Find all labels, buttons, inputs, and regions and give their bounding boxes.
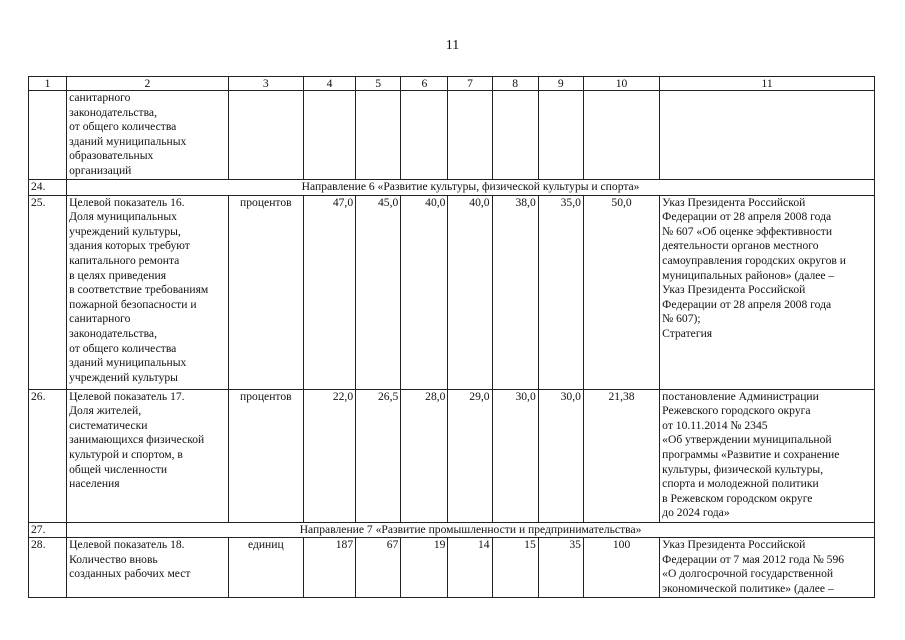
value-cell: 35,0 [538,195,583,389]
value-cell: 47,0 [303,195,355,389]
source-cell: постановление Администрации Режевского городского округа от 10.11.2014 № 2345 «Об утверждении муниципальной программы «Развитие и сохранение культуры, физической культуры, спорта и молодежной политики в Режевском городском округе до 2024 года» [660,389,875,522]
value-cell: 30,0 [538,389,583,522]
value-cell: 14 [448,538,492,597]
source-cell: Указ Президента Российской Федерации от 28 апреля 2008 года № 607 «Об оценке эффективности деятельности органов местного самоуправления городских округов и муниципальных районов» (далее – Указ Президента Российской Федерации от 28 апреля 2008 года № 607); Стратегия [660,195,875,389]
header-row [29,77,875,91]
value-cell: 22,0 [303,389,355,522]
unit-cell: процентов [228,389,303,522]
section-row-24 [29,180,875,196]
value-cell: 187 [303,538,355,597]
header-cell: 7 [448,77,492,91]
row-number-cell: 26. [29,389,67,522]
value-cell: 29,0 [448,389,492,522]
page-number: 11 [445,38,460,53]
value-cell: 30,0 [492,389,538,522]
header-cell: 3 [228,77,303,91]
value-cell: 40,0 [448,195,492,389]
row-number-cell: 24. [29,180,67,196]
header-cell: 9 [538,77,583,91]
value-cell: 40,0 [401,195,448,389]
header-cell: 1 [29,77,67,91]
section-row-27 [29,522,875,538]
table-row-28 [29,538,875,597]
section-title: Направление 6 «Развитие культуры, физической культуры и спорта» [67,180,875,196]
header-cell: 11 [660,77,875,91]
value-cell: 15 [492,538,538,597]
value-cell: 35 [538,538,583,597]
section-title: Направление 7 «Развитие промышленности и предпринимательства» [67,522,875,538]
header-cell: 5 [356,77,401,91]
value-cell: 21,38 [583,389,659,522]
value-cell: 38,0 [492,195,538,389]
header-cell: 6 [401,77,448,91]
row-number-cell: 27. [29,522,67,538]
value-cell: 45,0 [356,195,401,389]
row-number-cell: 28. [29,538,67,597]
row-number-cell [29,91,67,180]
header-cell: 2 [67,77,229,91]
source-cell: Указ Президента Российской Федерации от 7 мая 2012 года № 596 «О долгосрочной государственной экономической политике» (далее – [660,538,875,597]
unit-cell: процентов [228,195,303,389]
value-cell: 26,5 [356,389,401,522]
indicator-cell: Целевой показатель 17. Доля жителей, систематически занимающихся физической культурой и спортом, в общей численности населения [67,389,229,522]
value-cell: 50,0 [583,195,659,389]
header-cell: 10 [583,77,659,91]
unit-cell: единиц [228,538,303,597]
indicators-table [28,76,875,598]
value-cell: 100 [583,538,659,597]
header-cell: 4 [303,77,355,91]
value-cell: 28,0 [401,389,448,522]
value-cell: 19 [401,538,448,597]
table-row-25 [29,195,875,389]
indicator-cell: Целевой показатель 18. Количество вновь созданных рабочих мест [67,538,229,597]
row-number-cell: 25. [29,195,67,389]
table-row-continuation [29,91,875,180]
indicator-cell: Целевой показатель 16. Доля муниципальных учреждений культуры, здания которых требуют капитального ремонта в целях приведения в соответствие требованиям пожарной безопасности и санитарного законодательства, от общего количества зданий муниципальных учреждений культуры [67,195,229,389]
indicator-cell: санитарного законодательства, от общего количества зданий муниципальных образовательных организаций [67,91,229,180]
header-cell: 8 [492,77,538,91]
table-row-26 [29,389,875,522]
value-cell: 67 [356,538,401,597]
